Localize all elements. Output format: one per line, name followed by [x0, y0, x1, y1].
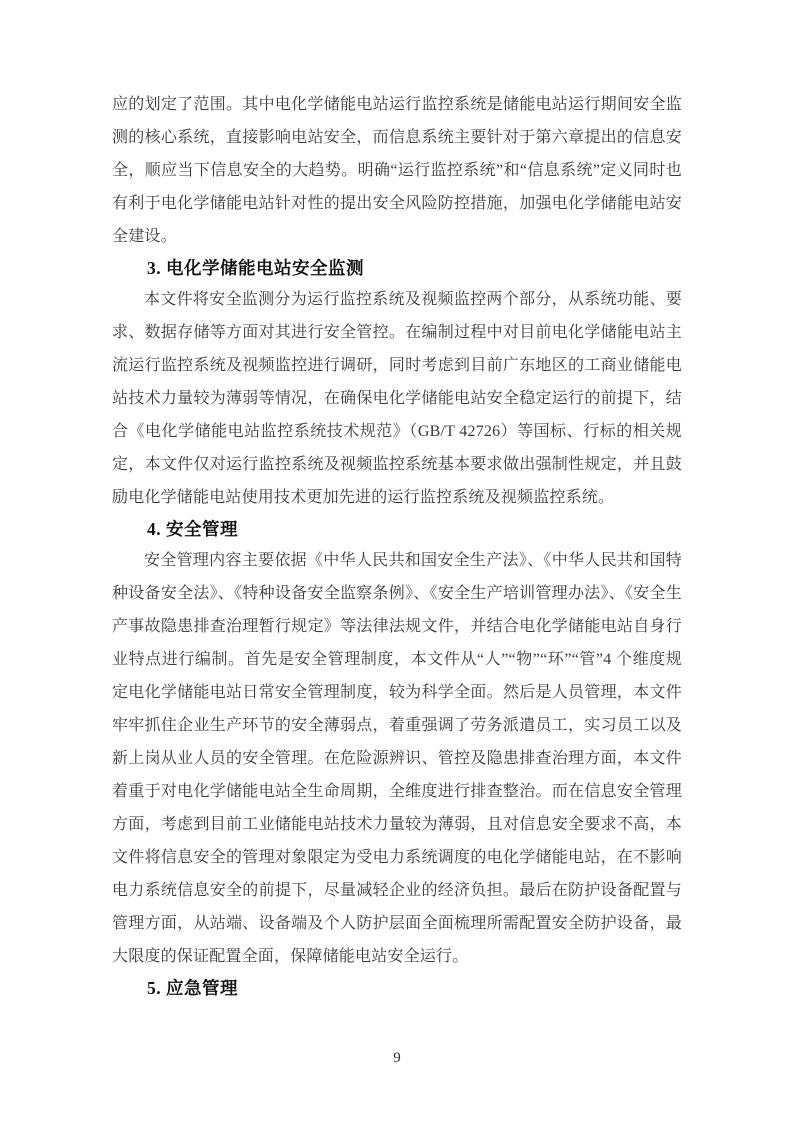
- section-3-paragraph: 本文件将安全监测分为运行监控系统及视频监控两个部分，从系统功能、要求、数据存储等方面对其进行安全管控。在编制过程中对目前电化学储能电站主流运行监控系统及视频监控进行调研，同时考虑到目前广东地区的工商业储能电站技术力量较为薄弱等情况，在确保电化学储能电站安全稳定运行的前提下，结合《电化学储能电站监控系统技术规范》（GB/T 42726）等国标、行标的相关规定，本文件仅对运行监控系统及视频监控系统基本要求做出强制性规定，并且鼓励电化学储能电站使用技术更加先进的运行监控系统及视频监控系统。: [112, 291, 682, 506]
- section-4-heading: 4. 安全管理: [147, 519, 238, 539]
- page-content: [112, 88, 682, 1003]
- page-number: 9: [393, 1050, 401, 1066]
- section-3-heading: 3. 电化学储能电站安全监测: [147, 258, 364, 278]
- section-5-heading: 5. 应急管理: [147, 978, 238, 998]
- section-4-paragraph: 安全管理内容主要依据《中华人民共和国安全生产法》、《中华人民共和国特种设备安全法》、《特种设备安全监察条例》、《安全生产培训管理办法》、《安全生产事故隐患排查治理暂行规定》等法律法规文件，并结合电化学储能电站自身行业特点进行编制。首先是安全管理制度，本文件从“人”“物”“环”“管”4 个维度规定电化学储能电站日常安全管理制度，较为科学全面。然后是人员管理，本文件牢牢抓住企业生产环节的安全薄弱点，着重强调了劳务派遣员工，实习员工以及新上岗从业人员的安全管理。在危险源辨识、管控及隐患排查治理方面，本文件着重于对电化学储能电站全生命周期，全维度进行排查整治。而在信息安全管理方面，考虑到目前工业储能电站技术力量较为薄弱，且对信息安全要求不高，本文件将信息安全的管理对象限定为受电力系统调度的电化学储能电站，在不影响电力系统信息安全的前提下，尽量减轻企业的经济负担。最后在防护设备配置与管理方面，从站端、设备端及个人防护层面全面梳理所需配置安全防护设备，最大限度的保证配置全面，保障储能电站安全运行。: [112, 552, 682, 965]
- continuation-paragraph: 应的划定了范围。其中电化学储能电站运行监控系统是储能电站运行期间安全监测的核心系统，直接影响电站安全，而信息系统主要针对于第六章提出的信息安全，顺应当下信息安全的大趋势。明确“运行监控系统”和“信息系统”定义同时也有利于电化学储能电站针对性的提出安全风险防控措施，加强电化学储能电站安全建设。: [112, 96, 682, 245]
